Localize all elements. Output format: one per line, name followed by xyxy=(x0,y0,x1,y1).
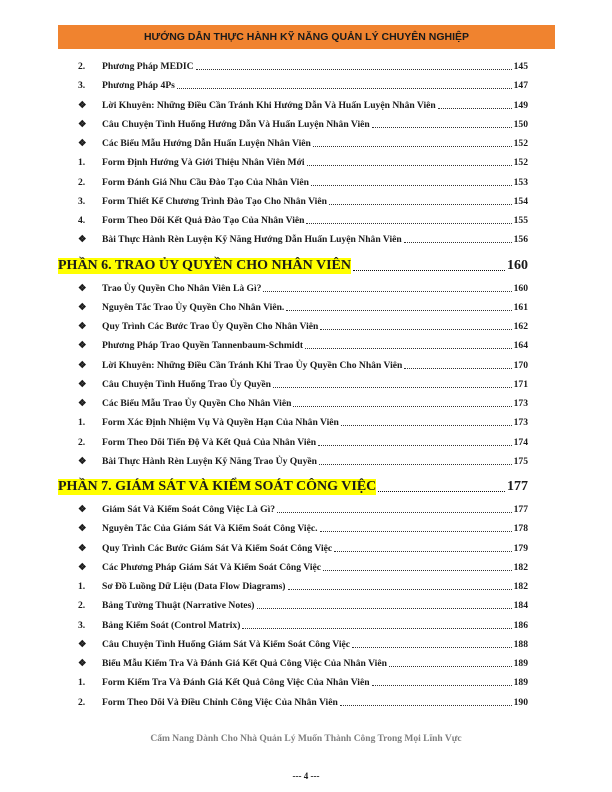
dot-leader xyxy=(404,368,511,369)
diamond-bullet-icon: ❖ xyxy=(78,99,87,111)
entry-number: 1. xyxy=(78,581,86,593)
dot-leader xyxy=(378,491,505,492)
entry-title: Câu Chuyện Tình Huống Hướng Dẫn Và Huấn Luyện Nhân Viên xyxy=(102,118,370,130)
toc-entry xyxy=(78,100,528,111)
entry-page-number: 150 xyxy=(513,118,528,130)
toc-entry xyxy=(78,697,528,708)
toc-entry xyxy=(78,417,528,428)
dot-leader xyxy=(341,425,512,426)
diamond-bullet-icon: ❖ xyxy=(78,138,87,149)
toc-entry xyxy=(78,119,528,130)
toc-entry xyxy=(78,639,528,650)
part-page-number: 160 xyxy=(507,257,528,273)
diamond-bullet-icon: ❖ xyxy=(78,504,87,516)
entry-title: Các Biểu Mẫu Trao Ủy Quyền Cho Nhân Viên xyxy=(102,398,292,410)
dot-leader xyxy=(340,705,512,706)
entry-number: 2. xyxy=(78,696,86,708)
dot-leader xyxy=(353,270,505,271)
toc-entry xyxy=(78,379,528,390)
dot-leader xyxy=(313,146,512,147)
entry-title: Bài Thực Hành Rèn Luyện Kỹ Năng Hướng Dẫn Huấn Luyện Nhân Viên xyxy=(102,234,402,246)
entry-page-number: 171 xyxy=(513,378,528,390)
dot-leader xyxy=(318,445,511,446)
toc-entry xyxy=(78,283,528,294)
toc-entry xyxy=(78,677,528,688)
entry-page-number: 182 xyxy=(513,581,528,593)
toc-part-heading xyxy=(58,258,528,274)
toc-entry xyxy=(78,177,528,188)
entry-number: 2. xyxy=(78,436,86,448)
entry-title: Câu Chuyện Tình Huống Trao Ủy Quyền xyxy=(102,378,272,390)
toc-entry xyxy=(78,398,528,409)
toc-entry xyxy=(78,600,528,611)
entry-page-number: 147 xyxy=(513,80,528,92)
dot-leader xyxy=(372,685,512,686)
toc-entry xyxy=(78,302,528,313)
page-header xyxy=(58,25,555,49)
footer-text: Cẩm Nang Dành Cho Nhà Quản Lý Muốn Thành Công Trong Mọi Lĩnh Vực xyxy=(150,734,462,744)
dot-leader xyxy=(404,242,512,243)
toc-entry xyxy=(78,321,528,332)
entry-title: Form Theo Dõi Kết Quả Đào Tạo Của Nhân Viên xyxy=(102,215,305,226)
diamond-bullet-icon: ❖ xyxy=(78,301,87,313)
entry-title: Các Phương Pháp Giám Sát Và Kiểm Soát Công Việc xyxy=(102,561,322,573)
entry-page-number: 184 xyxy=(513,600,528,612)
diamond-bullet-icon: ❖ xyxy=(78,118,87,130)
dot-leader xyxy=(305,348,512,349)
entry-title: Form Thiết Kế Chương Trình Đào Tạo Cho Nhân Viên xyxy=(102,195,327,207)
dot-leader xyxy=(323,570,512,571)
toc-entry xyxy=(78,80,528,91)
entry-page-number: 162 xyxy=(513,321,528,333)
entry-number: 1. xyxy=(78,677,86,689)
entry-title: Form Theo Dõi Và Điều Chỉnh Công Việc Của Nhân Viên xyxy=(102,696,338,708)
entry-page-number: 188 xyxy=(513,638,528,650)
entry-page-number: 152 xyxy=(513,157,528,169)
entry-title: Câu Chuyện Tình Huống Giám Sát Và Kiểm Soát Công Việc xyxy=(102,638,351,650)
toc-entry xyxy=(78,504,528,515)
dot-leader xyxy=(372,127,512,128)
part-title: PHẦN 6. TRAO ỦY QUYỀN CHO NHÂN VIÊN xyxy=(58,257,351,273)
dot-leader xyxy=(257,608,512,609)
entry-number: 1. xyxy=(78,157,86,169)
entry-title: Quy Trình Các Bước Trao Ủy Quyền Cho Nhân Viên xyxy=(102,321,319,333)
entry-title: Sơ Đồ Luồng Dữ Liệu (Data Flow Diagrams) xyxy=(102,581,286,593)
diamond-bullet-icon: ❖ xyxy=(78,321,87,333)
dot-leader xyxy=(307,165,512,166)
entry-title: Các Biểu Mẫu Hướng Dẫn Huấn Luyện Nhân Viên xyxy=(102,138,311,149)
entry-page-number: 160 xyxy=(513,282,528,294)
dot-leader xyxy=(288,589,512,590)
entry-page-number: 149 xyxy=(513,99,528,111)
toc-entry xyxy=(78,581,528,592)
dot-leader xyxy=(293,406,511,407)
diamond-bullet-icon: ❖ xyxy=(78,359,87,371)
entry-page-number: 156 xyxy=(513,234,528,246)
entry-page-number: 190 xyxy=(513,696,528,708)
entry-page-number: 170 xyxy=(513,359,528,371)
entry-title: Phương Pháp Trao Quyền Tannenbaum-Schmidt xyxy=(102,340,304,352)
diamond-bullet-icon: ❖ xyxy=(78,234,87,246)
toc-entry xyxy=(78,138,528,149)
toc-entry xyxy=(78,456,528,467)
entry-title: Giám Sát Và Kiểm Soát Công Việc Là Gì? xyxy=(102,504,276,516)
entry-number: 2. xyxy=(78,61,86,72)
entry-page-number: 145 xyxy=(513,61,528,72)
entry-title: Form Xác Định Nhiệm Vụ Và Quyền Hạn Của Nhân Viên xyxy=(102,417,339,429)
dot-leader xyxy=(438,108,512,109)
part-title: PHẦN 7. GIÁM SÁT VÀ KIỂM SOÁT CÔNG VIỆC xyxy=(58,479,377,495)
entry-title: Nguyên Tắc Của Giám Sát Và Kiểm Soát Công Việc. xyxy=(102,523,318,535)
entry-title: Nguyên Tắc Trao Ủy Quyền Cho Nhân Viên. xyxy=(102,301,285,313)
entry-title: Bài Thực Hành Rèn Luyện Kỹ Năng Trao Ủy Quyền xyxy=(102,455,317,467)
toc-entry xyxy=(78,562,528,573)
entry-page-number: 155 xyxy=(513,215,528,226)
diamond-bullet-icon: ❖ xyxy=(78,658,87,670)
toc-entry xyxy=(78,543,528,554)
entry-page-number: 174 xyxy=(513,436,528,448)
toc-entry xyxy=(78,360,528,371)
entry-page-number: 164 xyxy=(513,340,528,352)
toc-entry xyxy=(78,523,528,534)
dot-leader xyxy=(273,387,512,388)
entry-page-number: 179 xyxy=(513,542,528,554)
entry-page-number: 173 xyxy=(513,398,528,410)
entry-title: Bảng Tường Thuật (Narrative Notes) xyxy=(102,600,255,612)
dot-leader xyxy=(306,223,511,224)
dot-leader xyxy=(242,628,511,629)
entry-title: Lời Khuyên: Những Điều Cần Tránh Khi Hướng Dẫn Và Huấn Luyện Nhân Viên xyxy=(102,99,436,111)
entry-title: Form Định Hướng Và Giới Thiệu Nhân Viên Mới xyxy=(102,157,305,169)
diamond-bullet-icon: ❖ xyxy=(78,638,87,650)
dot-leader xyxy=(389,666,512,667)
entry-number: 2. xyxy=(78,600,86,612)
toc-entry xyxy=(78,437,528,448)
entry-number: 4. xyxy=(78,215,86,226)
header-title: HƯỚNG DẪN THỰC HÀNH KỸ NĂNG QUẢN LÝ CHUYÊN NGHIỆP xyxy=(143,31,470,43)
diamond-bullet-icon: ❖ xyxy=(78,282,87,294)
diamond-bullet-icon: ❖ xyxy=(78,561,87,573)
toc-entry xyxy=(78,196,528,207)
toc-entry xyxy=(78,234,528,245)
entry-page-number: 189 xyxy=(513,677,528,689)
diamond-bullet-icon: ❖ xyxy=(78,378,87,390)
dot-leader xyxy=(311,185,512,186)
entry-page-number: 186 xyxy=(513,619,528,631)
entry-title: Form Kiểm Tra Và Đánh Giá Kết Quả Công Việc Của Nhân Viên xyxy=(102,677,370,689)
diamond-bullet-icon: ❖ xyxy=(78,398,87,410)
entry-page-number: 175 xyxy=(513,455,528,467)
dot-leader xyxy=(277,512,512,513)
diamond-bullet-icon: ❖ xyxy=(78,542,87,554)
part-page-number: 177 xyxy=(507,479,528,495)
entry-title: Bảng Kiểm Soát (Control Matrix) xyxy=(102,619,241,631)
dot-leader xyxy=(320,329,511,330)
entry-page-number: 177 xyxy=(513,504,528,516)
entry-title: Lời Khuyên: Những Điều Cần Tránh Khi Trao Ủy Quyền Cho Nhân Viên xyxy=(102,359,403,371)
entry-page-number: 178 xyxy=(513,523,528,535)
entry-number: 1. xyxy=(78,417,86,429)
toc-entry xyxy=(78,658,528,669)
dot-leader xyxy=(329,204,512,205)
entry-page-number: 153 xyxy=(513,176,528,188)
toc-part-heading xyxy=(58,479,528,495)
entry-number: 3. xyxy=(78,80,86,92)
entry-number: 3. xyxy=(78,619,86,631)
entry-page-number: 154 xyxy=(513,195,528,207)
entry-title: Biểu Mẫu Kiểm Tra Và Đánh Giá Kết Quả Công Việc Của Nhân Viên xyxy=(102,658,387,670)
toc-entry xyxy=(78,61,528,72)
entry-title: Form Đánh Giá Nhu Cầu Đào Tạo Của Nhân Viên xyxy=(102,176,309,188)
toc-entry xyxy=(78,157,528,168)
diamond-bullet-icon: ❖ xyxy=(78,455,87,467)
entry-title: Trao Ủy Quyền Cho Nhân Viên Là Gì? xyxy=(102,282,262,294)
toc-entry xyxy=(78,340,528,351)
entry-page-number: 161 xyxy=(513,301,528,313)
diamond-bullet-icon: ❖ xyxy=(78,340,87,352)
dot-leader xyxy=(319,464,512,465)
entry-title: Quy Trình Các Bước Giám Sát Và Kiểm Soát Công Việc xyxy=(102,542,333,554)
toc-entry xyxy=(78,620,528,631)
dot-leader xyxy=(286,310,511,311)
dot-leader xyxy=(352,647,512,648)
entry-title: Phương Pháp MEDIC xyxy=(102,61,194,72)
dot-leader xyxy=(320,531,512,532)
dot-leader xyxy=(334,551,511,552)
entry-page-number: 173 xyxy=(513,417,528,429)
diamond-bullet-icon: ❖ xyxy=(78,523,87,535)
entry-title: Phương Pháp 4Ps xyxy=(102,80,175,92)
toc-entry xyxy=(78,215,528,226)
entry-page-number: 182 xyxy=(513,561,528,573)
entry-page-number: 189 xyxy=(513,658,528,670)
entry-number: 2. xyxy=(78,176,86,188)
entry-page-number: 152 xyxy=(513,138,528,149)
dot-leader xyxy=(263,291,511,292)
entry-title: Form Theo Dõi Tiến Độ Và Kết Quả Của Nhân Viên xyxy=(102,436,317,448)
page-number: --- 4 --- xyxy=(292,771,320,781)
dot-leader xyxy=(196,69,512,70)
dot-leader xyxy=(177,88,512,89)
entry-number: 3. xyxy=(78,195,86,207)
